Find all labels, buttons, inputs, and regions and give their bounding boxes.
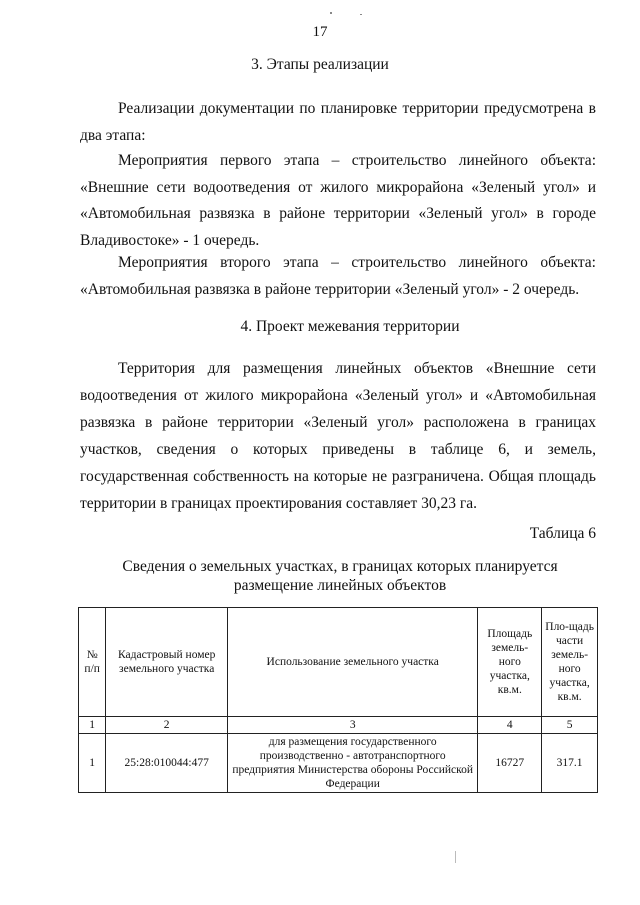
- header-number: № п/п: [79, 608, 106, 717]
- section-3-paragraph-3: Мероприятия второго этапа – строительство линейного объекта: «Автомобильная развязка в районе территории «Зеленый угол» - 2 очередь.: [80, 254, 596, 298]
- scan-speck: [360, 14, 362, 15]
- column-number: 1: [79, 717, 106, 734]
- row-area: 16727: [478, 734, 542, 793]
- table-title: Сведения о земельных участках, в границах которых планируется размещение линейных объектов: [122, 558, 558, 594]
- column-number: 3: [228, 717, 478, 734]
- row-index: 1: [79, 734, 106, 793]
- section-3-paragraph-2: Мероприятия первого этапа – строительство линейного объекта: «Внешние сети водоотведения от жилого микрорайона «Зеленый угол» и «Автомобильная развязка в районе территории «Зеленый угол» в городе Владивостоке» - 1 очередь.: [80, 152, 596, 249]
- row-usage: для размещения государственного производственно - автотранспортного предприятия Министерства обороны Российской Федерации: [228, 734, 478, 793]
- table-row: [79, 734, 598, 793]
- scan-speck: [330, 12, 332, 14]
- section-3-paragraph-1: Реализации документации по планировке территории предусмотрена в два этапа:: [80, 100, 596, 144]
- column-number: 2: [106, 717, 228, 734]
- header-part-area: Пло-щадь части земель-ного участка, кв.м.: [542, 608, 598, 717]
- header-cadastral: Кадастровый номер земельного участка: [106, 608, 228, 717]
- land-plots-table: [78, 607, 598, 793]
- column-number: 5: [542, 717, 598, 734]
- column-number: 4: [478, 717, 542, 734]
- table-label: Таблица 6: [529, 525, 596, 542]
- table-column-numbers-row: [79, 717, 598, 734]
- scan-speck: [455, 851, 456, 863]
- header-usage: Использование земельного участка: [228, 608, 478, 717]
- page-number: 17: [312, 24, 328, 40]
- section-4-paragraph: Территория для размещения линейных объектов «Внешние сети водоотведения от жилого микрорайона «Зеленый угол» и «Автомобильная развязка в районе территории «Зеленый угол» расположена в границах участков, сведения о которых приведены в таблице 6, и земель, государственная собственность на которые не разграничена. Общая площадь территории в границах проектирования составляет 30,23 га.: [80, 360, 596, 512]
- header-area: Площадь земель-ного участка, кв.м.: [478, 608, 542, 717]
- section-4-heading: 4. Проект межевания территории: [240, 318, 460, 335]
- section-3-heading: 3. Этапы реализации: [251, 56, 389, 73]
- row-cadastral: 25:28:010044:477: [106, 734, 228, 793]
- table-header-row: [79, 608, 598, 717]
- row-part-area: 317.1: [542, 734, 598, 793]
